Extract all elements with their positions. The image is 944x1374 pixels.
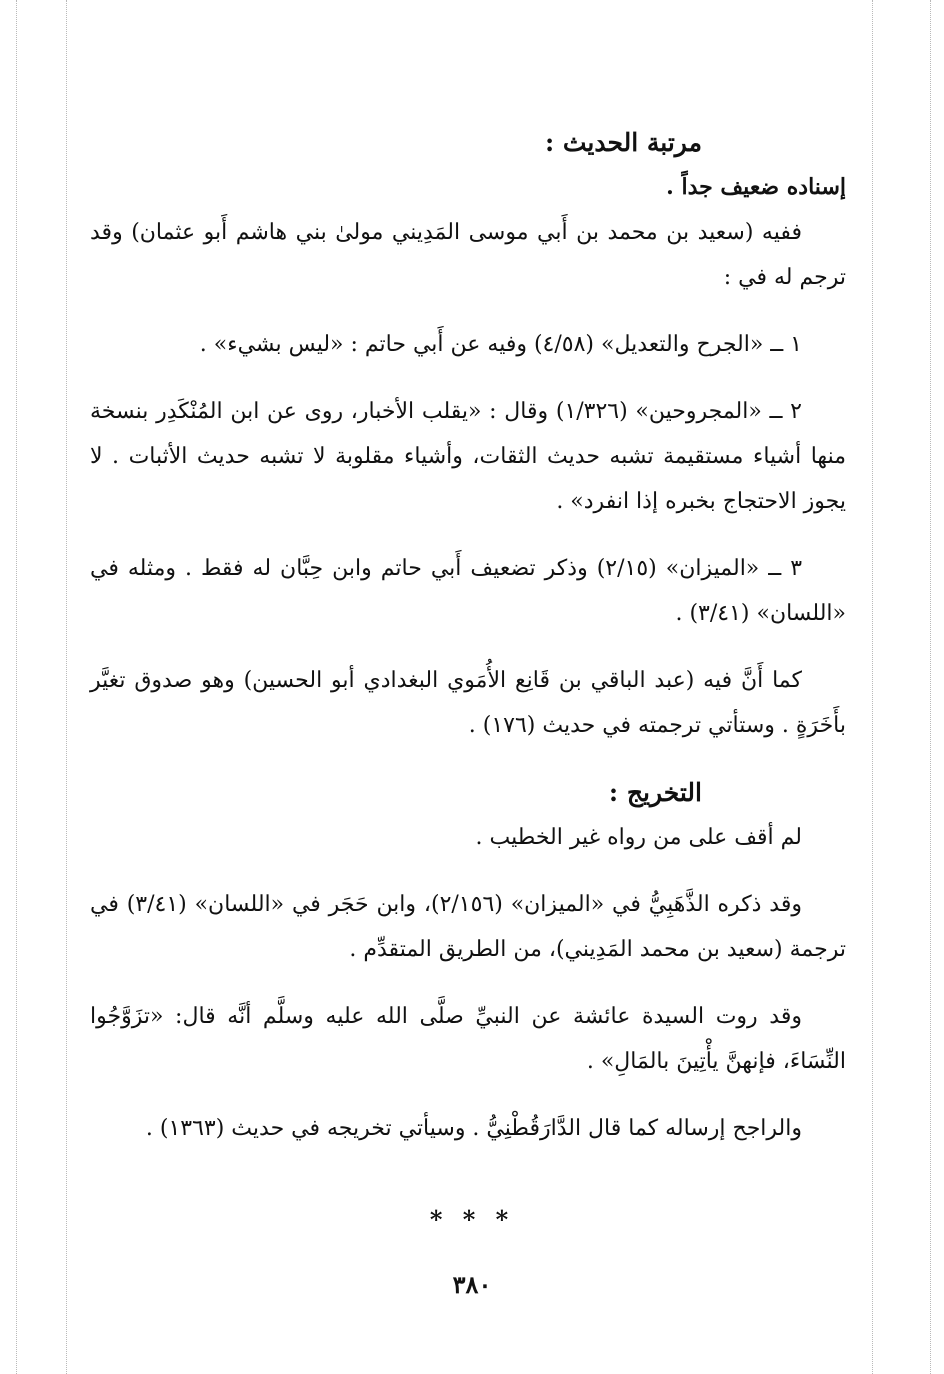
margin-guide-left-inner	[66, 0, 67, 1374]
second-narrator-note: كما أَنَّ فيه (عبد الباقي بن قَانِع الأُمَوي البغدادي أبو الحسين) وهو صدوق تغيَّر بأَخَرَةٍ . وستأتي ترجمته في حديث (١٧٦) .	[90, 668, 846, 738]
narrator-intro: ففيه (سعيد بن محمد بن أَبي موسى المَدِيني مولىٰ بني هاشم أَبو عثمان) وقد ترجم له في :	[90, 220, 846, 290]
takhrij-paragraph-3: وقد روت السيدة عائشة عن النبيِّ صلَّى الله عليه وسلَّم أنَّه قال: «تزَوَّجُوا النِّسَاءَ، فإنهنَّ يأْتِينَ بالمَالِ» .	[90, 1004, 846, 1074]
page-number: ٣٨٠	[452, 1270, 492, 1299]
takhrij-paragraph-4: والراجح إرساله كما قال الدَّارَقُطْنِيُّ . وسيأتي تخريجه في حديث (١٣٦٣) .	[145, 1116, 802, 1141]
reference-1: ١ ــ «الجرح والتعديل» (٤/٥٨) وفيه عن أَبي حاتم : «ليس بشيء» .	[199, 332, 802, 357]
margin-guide-right-inner	[872, 0, 873, 1374]
section-heading-grade: مرتبة الحديث :	[544, 128, 702, 157]
margin-guide-right	[930, 0, 931, 1374]
page-body	[90, 120, 846, 1151]
reference-3: ٣ ــ «الميزان» (٢/١٥) وذكر تضعيف أَبي حاتم وابن حِبَّان له فقط . ومثله في «اللسان» (٣/٤١) .	[90, 556, 846, 626]
section-separator: * * *	[429, 1205, 515, 1234]
takhrij-paragraph-1: لم أقف على من رواه غير الخطيب .	[475, 825, 802, 850]
section-heading-takhrij: التخريج :	[608, 778, 702, 807]
margin-guide-left	[16, 0, 17, 1374]
reference-2: ٢ ــ «المجروحين» (١/٣٢٦) وقال : «يقلب الأخبار، روى عن ابن المُنْكَدِر بنسخة منها أشياء مستقيمة تشبه حديث الثقات، وأشياء مقلوبة لا تشبه حديث الأثبات . لا يجوز الاحتجاج بخبره إذا انفرد» .	[90, 399, 846, 514]
takhrij-paragraph-2: وقد ذكره الذَّهَبِيُّ في «الميزان» (٢/١٥٦)، وابن حَجَر في «اللسان» (٣/٤١) في ترجمة (سعيد بن محمد المَدِيني)، من الطريق المتقدِّم .	[90, 892, 846, 962]
grade-statement: إسناده ضعيف جداً .	[666, 174, 846, 200]
